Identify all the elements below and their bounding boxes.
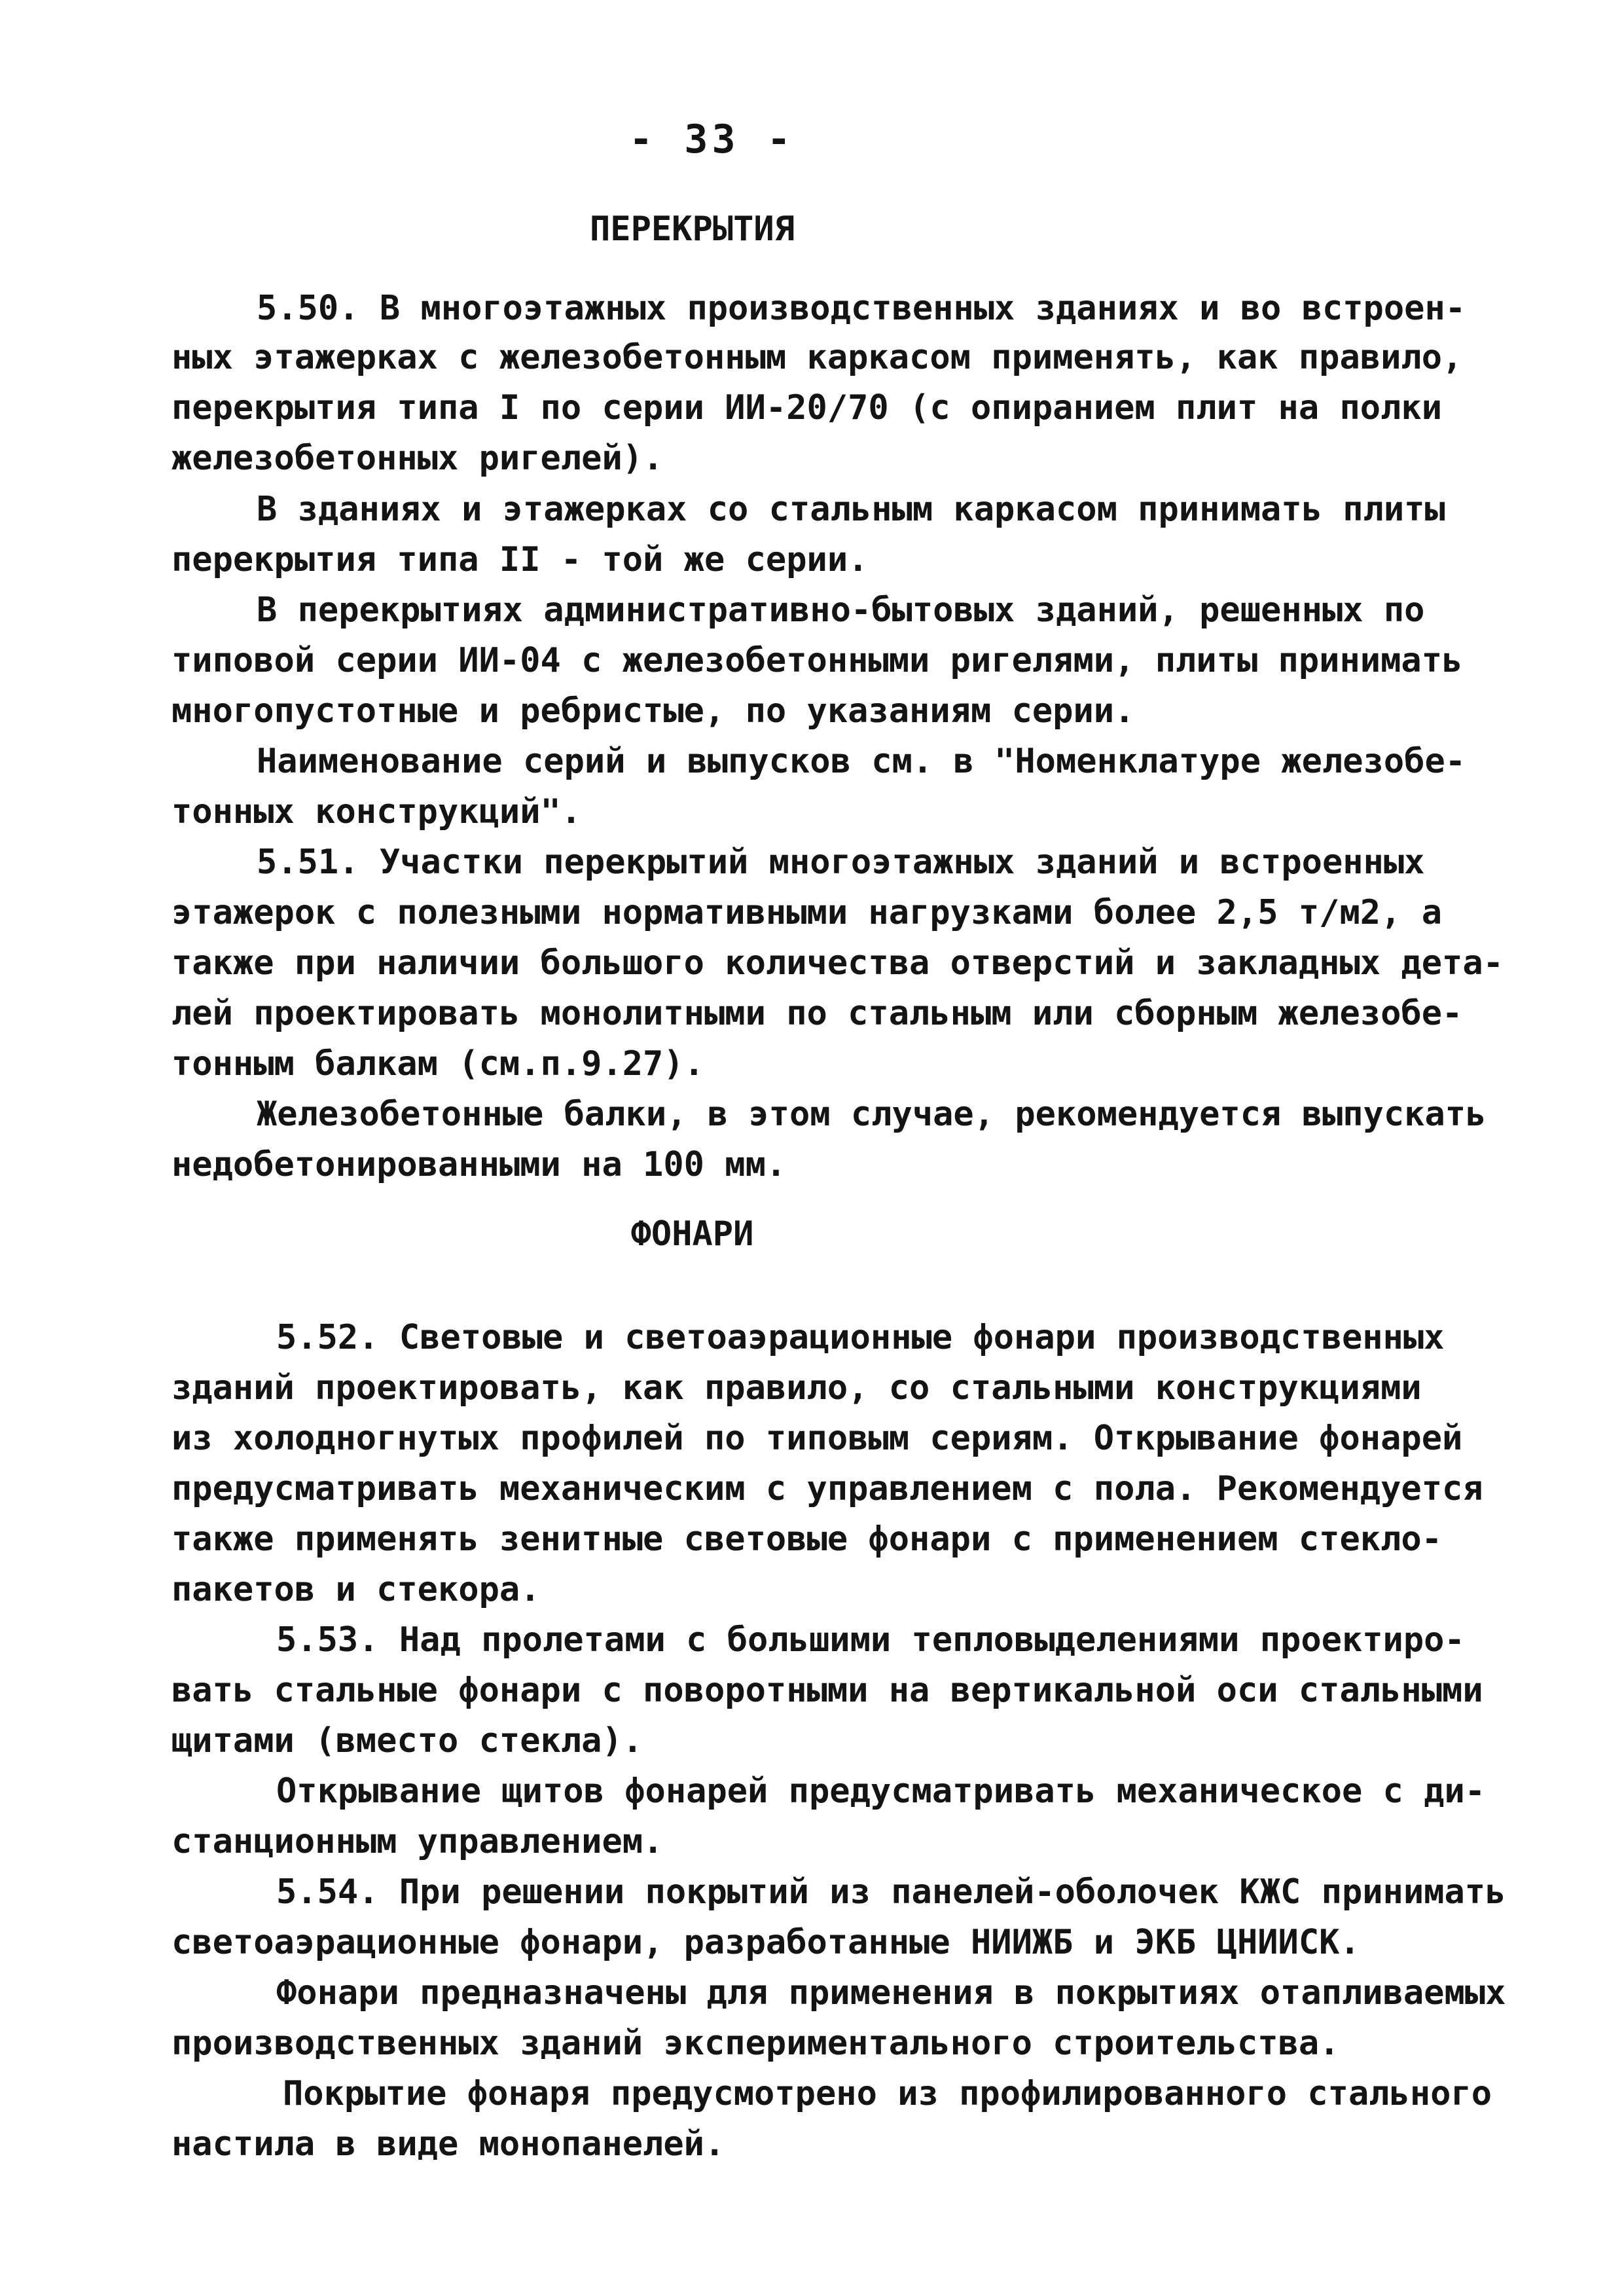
- text-line: типовой серии ИИ-04 с железобетонными ригелями, плиты принимать: [171, 641, 1463, 680]
- text-line: Открывание щитов фонарей предусматривать механическое с ди-: [276, 1772, 1486, 1811]
- text-line: недобетонированными на 100 мм.: [171, 1145, 787, 1184]
- text-line: зданий проектировать, как правило, со стальными конструкциями: [171, 1368, 1422, 1408]
- text-line: многопустотные и ребристые, по указаниям серии.: [171, 691, 1135, 731]
- text-line: тонным балкам (см.п.9.27).: [171, 1044, 704, 1084]
- text-line: станционным управлением.: [171, 1822, 664, 1861]
- text-line: щитами (вместо стекла).: [171, 1721, 643, 1760]
- page-number: - 33 -: [629, 117, 795, 162]
- text-line: лей проектировать монолитными по стальным или сборным железобе-: [171, 994, 1463, 1033]
- text-line: Покрытие фонаря предусмотрено из профилированного стального: [283, 2074, 1492, 2113]
- text-line: В перекрытиях административно-бытовых зданий, решенных по: [257, 591, 1425, 630]
- text-line: также при наличии большого количества отверстий и закладных дета-: [171, 943, 1504, 983]
- text-line: ных этажерках с железобетонным каркасом применять, как правило,: [171, 338, 1463, 377]
- text-line: 5.51. Участки перекрытий многоэтажных зданий и встроенных: [257, 843, 1425, 882]
- text-line: Наименование серий и выпусков см. в "Номенклатуре железобе-: [257, 742, 1466, 781]
- text-line: предусматривать механическим с управлением с пола. Рекомендуется: [171, 1469, 1483, 1508]
- text-line: этажерок с полезными нормативными нагрузками более 2,5 т/м2, а: [171, 893, 1443, 932]
- text-line: также применять зенитные световые фонари с применением стекло-: [171, 1520, 1443, 1559]
- text-line: 5.50. В многоэтажных производственных зданиях и во встроен-: [257, 289, 1466, 328]
- text-line: настила в виде монопанелей.: [171, 2124, 725, 2164]
- text-line: из холодногнутых профилей по типовым сериям. Открывание фонарей: [171, 1419, 1463, 1458]
- text-line: производственных зданий экспериментального строительства.: [171, 2024, 1340, 2063]
- text-line: В зданиях и этажерках со стальным каркасом принимать плиты: [257, 490, 1445, 529]
- text-line: перекрытия типа II - той же серии.: [171, 540, 869, 579]
- text-line: вать стальные фонари с поворотными на вертикальной оси стальными: [171, 1671, 1483, 1710]
- text-line: Железобетонные балки, в этом случае, рекомендуется выпускать: [257, 1095, 1487, 1134]
- text-line: Фонари предназначены для применения в покрытиях отапливаемых: [276, 1973, 1506, 2013]
- text-line: светоаэрационные фонари, разработанные НИИЖБ и ЭКБ ЦНИИСК.: [171, 1923, 1360, 1962]
- text-line: железобетонных ригелей).: [171, 439, 664, 478]
- section-heading-floors: ПЕРЕКРЫТИЯ: [589, 210, 795, 249]
- text-line: перекрытия типа I по серии ИИ-20/70 (с опиранием плит на полки: [171, 388, 1443, 428]
- text-line: тонных конструкций".: [171, 792, 582, 831]
- text-line: 5.53. Над пролетами с большими тепловыделениями проектиро-: [276, 1620, 1465, 1660]
- section-heading-skylights: ФОНАРИ: [630, 1214, 754, 1254]
- text-line: 5.52. Световые и светоаэрационные фонари производственных: [276, 1318, 1445, 1357]
- text-line: пакетов и стекора.: [171, 1570, 541, 1609]
- text-line: 5.54. При решении покрытий из панелей-оболочек КЖС принимать: [276, 1872, 1506, 1912]
